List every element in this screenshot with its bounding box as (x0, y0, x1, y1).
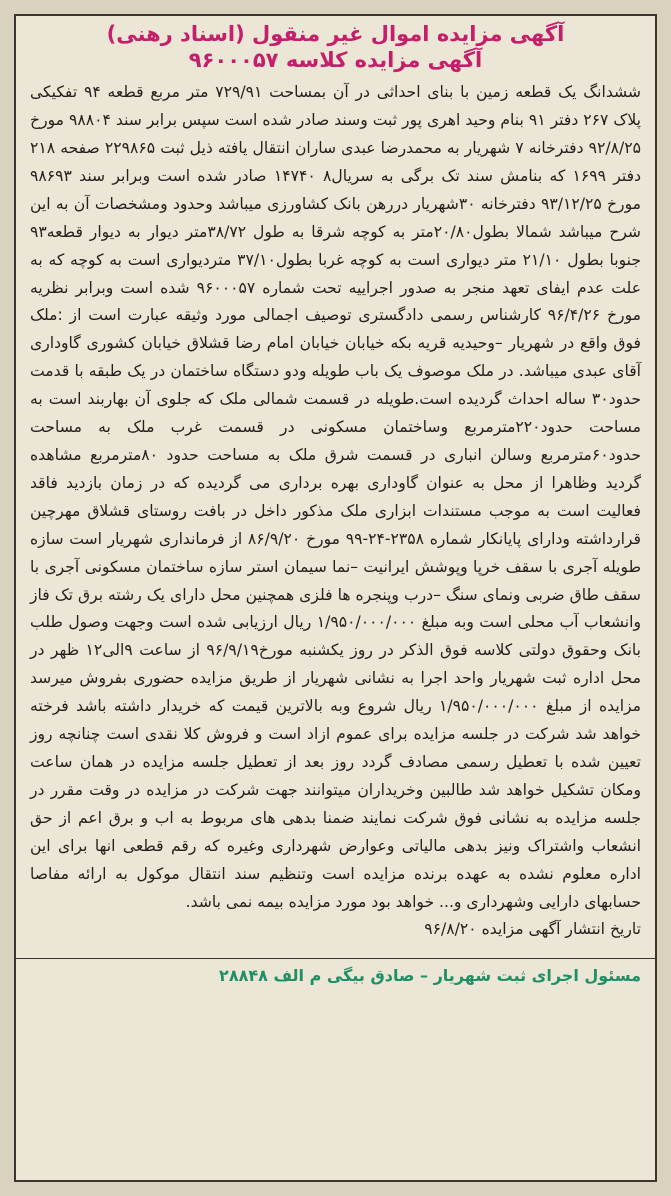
notice-footer: مسئول اجرای ثبت شهریار – صادق بیگی م الف ۲۸۸۴۸ (219, 966, 641, 986)
notice-frame (14, 14, 657, 1182)
class-number-title: آگهی مزایده کلاسه ۹۶۰۰۰۵۷ (188, 47, 483, 72)
notice-header (30, 22, 641, 73)
notice-title: آگهی مزایده اموال غیر منقول (اسناد رهنی) (106, 22, 565, 46)
publish-date: تاریخ انتشار آگهی مزایده ۹۶/۸/۲۰ (424, 920, 641, 939)
notice-body: ششدانگ یک قطعه زمین با بنای احداثی در آن بمساحت ۷۲۹/۹۱ متر مربع قطعه ۹۴ تفکیکی پلاک ۲۶۷ دفتر ۹۱ بنام وحید اهری پور ثبت وسند صادر شده است سپس برابر سند ۹۸۸۰۴ مورخ ۹۲/۸/۲۵ دفترخانه ۷ شهریار به محمدرضا عبدی ساران انتقال یافته ذیل ثبت ۲۲۹۸۶۵ صفحه ۲۱۸ دفتر ۱۶۹۹ که بنامش سند تک برگی به سریال۸ ۱۴۷۴۰ صادر شده است وبرابر سند ۹۸۶۹۳ مورخ ۹۳/۱۲/۲۵ دفترخانه ۳۰شهریار دررهن بانک کشاورزی میباشد وحدود ومشخصات آن به این شرح میباشد شمالا بطول۲۰/۸۰متر به کوچه شرقا به طول ۳۸/۷۲متر دیوار به دیوار قطعه۹۳ جنوبا بطول ۲۱/۱۰ متر دیواری است به کوچه غربا بطول۳۷/۱۰ متردیواری است به کوچه که به علت عدم ایفای تعهد منجر به صدور اجراییه تحت شماره ۹۶۰۰۰۵۷ شده است وبرابر نظریه مورخ ۹۶/۴/۲۶ کارشناس رسمی دادگستری توصیف اجمالی مورد وثیقه عبارت است از :ملک فوق واقع در شهریار –وحیدیه قریه بکه خیابان خیابان امام رضا قشلاق خیابان کشوری گاوداری آقای عبدی میباشد. در ملک موصوف یک باب طویله ودو دستگاه ساختمان در یک طبقه با قدمت حدود۳۰ ساله احداث گردیده است.طویله در قسمت شمالی ملک که جلوی آن بهاربند است به مساحت حدود۲۲۰مترمربع وساختمان مسکونی در قسمت غرب ملک به مساحت حدود۶۰مترمربع وسالن انباری در قسمت شرق ملک به مساحت حدود ۸۰مترمربع مشاهده گردید وظاهرا از محل به عنوان گاوداری بهره برداری می گردیده که در زمان بازدید فاقد فعالیت است به موجب مستندات ابزاری ملک مذکور داخل در بافت روستای قشلاق مهرچین قرارداشته ودارای پایانکار شماره ۲۳۵۸-۲۴-۹۹ مورخ ۸۶/۹/۲۰ از فرمانداری شهریار است سازه طویله آجری با سقف خرپا وپوشش ایرانیت –نما سیمان استر سازه ساختمان مسکونی آجری با سقف طاق ضربی ونمای سنگ –درب وپنجره ها فلزی همچنین محل دارای یک رشته برق تک فاز وانشعاب آب محلی است وبه مبلغ ۱/۹۵۰/۰۰۰/۰۰۰ ریال ارزیابی شده است وجهت وصول طلب بانک وحقوق دولتی کلاسه فوق الذکر در روز یکشنبه مورخ۹۶/۹/۱۹ از ساعت ۹الی۱۲ ظهر در محل اداره ثبت شهریار واحد اجرا به نشانی شهریار از طریق مزایده حضوری بفروش میرسد مزایده از مبلغ ۱/۹۵۰/۰۰۰/۰۰۰ ریال شروع وبه بالاترین قیمت که خریدار داشته باشد فرخته خواهد شد شرکت در جلسه مزایده برای عموم ازاد است و فروش کلا نقدی است چنانچه روز تعیین شده با تعطیل رسمی مصادف گردد روز بعد از تعطیل جلسه مزایده در همان ساعت ومکان تشکیل خواهد شد طالبین وخریداران میتوانند جهت شرکت در مزایده در وقت مقرر در جلسه مزایده به نشانی فوق شرکت نمایند ضمنا بدهی های مربوط به اب و برق اعم از حق انشعاب واشتراک ونیز بدهی مالیاتی وعوارض شهرداری وغیره که رقم قطعی انها برای این اداره معلوم نشده به عهده برنده مزایده است وتنظیم سند انتقال موکول به ارائه مفاصا حسابهای دارایی وشهرداری و... خواهد بود مورد مزایده بیمه نمی باشد. (30, 83, 642, 911)
